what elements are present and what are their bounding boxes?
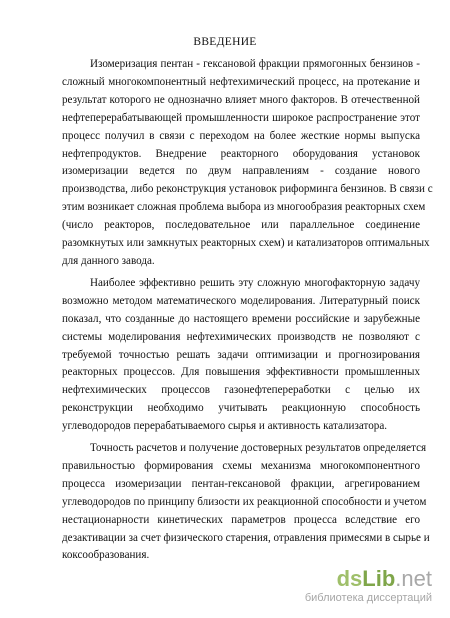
text-line: производства, либо реконструкция установок риформинга бензинов. В связи с [62, 183, 433, 196]
dslib-logo: dsLib.net [336, 566, 432, 591]
paragraph-2 [62, 275, 420, 436]
text-line: Точность расчетов и получение достоверных результатов определяется [90, 442, 427, 455]
text-line: правильностью формирования схемы механизма многокомпонентного [62, 459, 420, 472]
text-line: для данного завода. [62, 254, 155, 267]
text-line: сложный многокомпонентный нефтехимический процесс, на протекание и [62, 75, 420, 88]
text-line: разомкнутых или замкнутых реакторных схем) и катализаторов оптимальных [62, 237, 430, 250]
watermark [305, 568, 432, 604]
paragraph-3 [62, 440, 430, 565]
text-line: нефтеперерабатывающей промышленности широкое распространение этот [62, 111, 420, 124]
text-line: Изомеризация пентан - гексановой фракции прямогонных бензинов - [90, 58, 420, 70]
text-line: результат которого не однозначно влияет много факторов. В отечественной [62, 93, 420, 106]
watermark-tagline: библиотека диссертаций [304, 592, 432, 604]
text-line: процесс получил в связи с переходом на более жесткие нормы выпуска [62, 129, 420, 142]
text-line: реконструкции необходимо учитывать реакционную способность [62, 402, 420, 415]
text-line: системы моделирования нефтехимических производств не позволяют с [62, 330, 420, 343]
text-line: процесса изомеризации пентан-гексановой фракции, агрегированием [62, 477, 420, 490]
page-title: ВВЕДЕНИЕ [193, 36, 257, 48]
text-line: углеводородов перерабатываемого сырья и активность катализатора. [62, 420, 388, 433]
text-line: нестационарности кинетических параметров процесса вследствие его [62, 513, 420, 526]
text-line: нефтехимических процессов газонефтепереработки с целью их [62, 384, 420, 397]
text-line: показал, что созданные до настоящего времени российские и зарубежные [62, 312, 420, 325]
text-line: реакторных процессов. Для повышения эффективности промышленных [62, 366, 420, 379]
paragraph-1 [62, 56, 433, 271]
text-line: углеводородов по принципу близости их реакционной способности и учетом [62, 495, 427, 508]
text-line: требуемой точностью решать задачи оптимизации и прогнозирования [62, 348, 420, 361]
text-line: дезактивации за счет физического старения, отравления примесями в сырье и [62, 531, 430, 544]
text-line: возможно методом математического моделирования. Литературный поиск [62, 294, 420, 307]
text-line: этим возникает сложная проблема выбора из многообразия реакторных схем [62, 201, 426, 214]
text-line: (число реакторов, последовательное или параллельное соединение [62, 219, 420, 232]
document-body [62, 56, 433, 565]
text-line: Наиболее эффективно решить эту сложную многофакторную задачу [90, 276, 420, 289]
text-line: изомеризации ведется по двум направлениям - создание нового [62, 165, 420, 178]
text-line: нефтепродуктов. Внедрение реакторного оборудования установок [62, 147, 420, 160]
text-line: коксообразования. [62, 549, 150, 562]
